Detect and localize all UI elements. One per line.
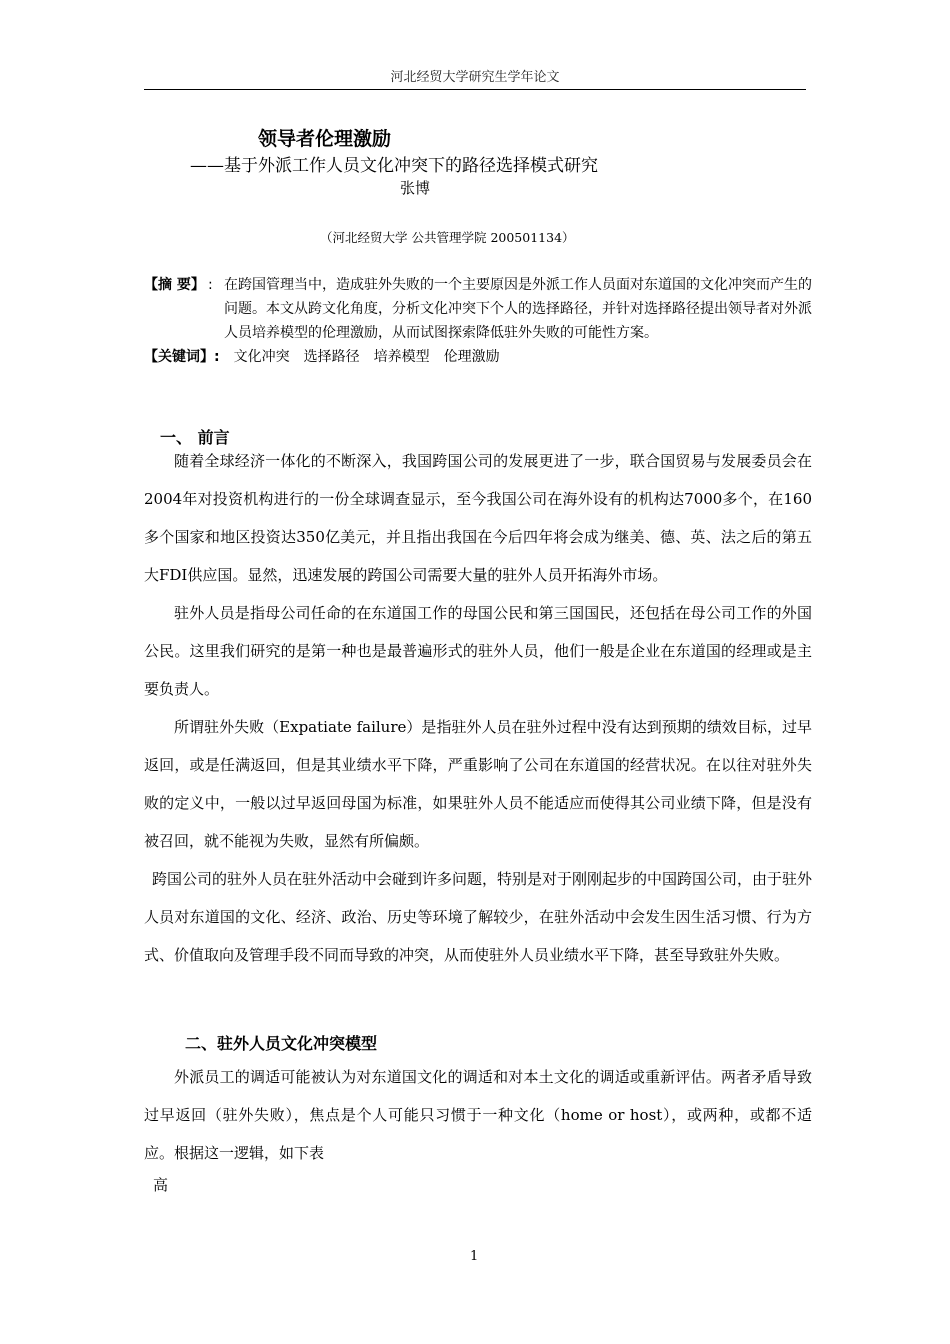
page-number: 1: [470, 1249, 479, 1264]
section-1-body: [144, 442, 812, 974]
keyword-item: 培养模型: [373, 349, 430, 365]
keyword-item: 选择路径: [303, 349, 360, 365]
paragraph: 所谓驻外失败（Expatiate failure）是指驻外人员在驻外过程中没有达到预期的绩效目标，过早返回，或是任满返回，但是其业绩水平下降，严重影响了公司在东道国的经营状况。在以往对驻外失败的定义中，一般以过早返回母国为标准，如果驻外人员不能适应而使得其公司业绩下降，但是没有被召回，就不能视为失败，显然有所偏颇。: [144, 718, 812, 850]
abstract-label: 【摘 要】: [144, 277, 205, 293]
abstract-block: [144, 273, 812, 369]
keyword-item: 文化冲突: [233, 349, 290, 365]
abstract-row: [144, 273, 812, 345]
paragraph: 随着全球经济一体化的不断深入，我国跨国公司的发展更进了一步，联合国贸易与发展委员会在2004年对投资机构进行的一份全球调查显示，至今我国公司在海外设有的机构达7000多个，在160多个国家和地区投资达350亿美元，并且指出我国在今后四年将会成为继美、德、英、法之后的第五大FDI供应国。显然，迅速发展的跨国公司需要大量的驻外人员开拓海外市场。: [144, 452, 812, 584]
author-name: 张博: [400, 179, 431, 197]
abstract-text: 在跨国管理当中，造成驻外失败的一个主要原因是外派工作人员面对东道国的文化冲突而产生的问题。本文从跨文化角度，分析文化冲突下个人的选择路径，并针对选择路径提出领导者对外派人员培养模型的伦理激励，从而试图探索降低驻外失败的可能性方案。: [224, 277, 812, 341]
keywords-label: 【关键词】:: [144, 349, 220, 365]
paper-title: 领导者伦理激励: [258, 128, 392, 150]
paragraph: 外派员工的调适可能被认为对东道国文化的调适和对本土文化的调适或重新评估。两者矛盾导致过早返回（驻外失败），焦点是个人可能只习惯于一种文化（home or host），或两种，或都不适应。根据这一逻辑，如下表: [144, 1068, 812, 1162]
abstract-colon: :: [208, 277, 213, 293]
page-header: 河北经贸大学研究生学年论文: [144, 66, 806, 90]
affiliation: （河北经贸大学 公共管理学院 200501134）: [320, 230, 575, 245]
trailing-text: 高: [153, 1176, 169, 1194]
paper-subtitle: ——基于外派工作人员文化冲突下的路径选择模式研究: [190, 156, 598, 176]
keyword-item: 伦理激励: [443, 349, 500, 365]
paragraph: 驻外人员是指母公司任命的在东道国工作的母国公民和第三国国民，还包括在母公司工作的外国公民。这里我们研究的是第一种也是最普遍形式的驻外人员，他们一般是企业在东道国的经理或是主要负责人。: [144, 604, 812, 698]
section-1-heading: 一、 前言: [160, 428, 230, 447]
section-2-body: [144, 1058, 812, 1172]
keywords-row: [144, 345, 812, 369]
paragraph: 跨国公司的驻外人员在驻外活动中会碰到许多问题，特别是对于刚刚起步的中国跨国公司，由于驻外人员对东道国的文化、经济、政治、历史等环境了解较少，在驻外活动中会发生因生活习惯、行为方式、价值取向及管理手段不同而导致的冲突，从而使驻外人员业绩水平下降，甚至导致驻外失败。: [144, 870, 813, 964]
section-2-heading: 二、驻外人员文化冲突模型: [185, 1034, 378, 1053]
